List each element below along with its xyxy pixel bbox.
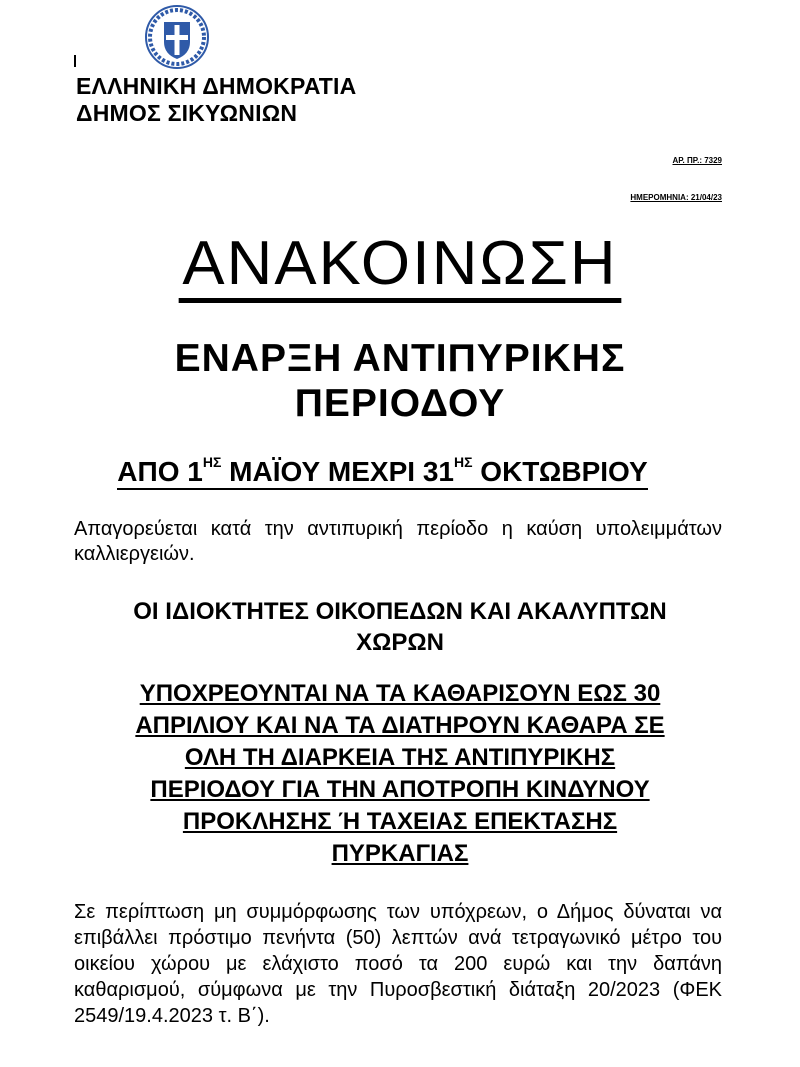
subtitle-line-1: ΕΝΑΡΞΗ ΑΝΤΙΠΥΡΙΚΗΣ bbox=[174, 337, 626, 380]
issuer-block bbox=[76, 73, 356, 127]
burning-prohibition-paragraph: Απαγορεύεται κατά την αντιπυρική περίοδο η καύση υπολειμμάτων καλλιεργειών. bbox=[74, 518, 722, 565]
issuer-country: ΕΛΛΗΝΙΚΗ ΔΗΜΟΚΡΑΤΙΑ bbox=[76, 73, 357, 99]
owners-heading bbox=[30, 596, 770, 658]
obligation-line: ΠΕΡΙΟΔΟΥ ΓΙΑ ΤΗΝ ΑΠΟΤΡΟΠΗ ΚΙΝΔΥΝΟΥ bbox=[150, 776, 650, 803]
period-range bbox=[0, 455, 765, 489]
period-part-3: ΟΚΤΩΒΡΙΟΥ bbox=[472, 456, 648, 487]
period-range-text bbox=[117, 456, 647, 490]
announcement-title bbox=[0, 228, 800, 300]
margin-mark bbox=[74, 55, 76, 67]
greek-coat-of-arms-icon bbox=[144, 4, 210, 70]
subtitle-line-2: ΠΕΡΙΟΔΟΥ bbox=[294, 382, 506, 425]
issuer-municipality: ΔΗΜΟΣ ΣΙΚΥΩΝΙΩΝ bbox=[76, 100, 298, 126]
penalty-paragraph: Σε περίπτωση μη συμμόρφωσης των υπόχρεων, ο Δήμος δύναται να επιβάλλει πρόστιμο πενήντα (50) λεπτών ανά τετραγωνικό μέτρο του οικείου χώρου με ελάχιστο ποσό τα 200 ευρώ και την δαπάνη καθαρισμού, σύμφωνα με την Πυροσβεστική διάταξη 20/2023 (ΦΕΚ 2549/19.4.2023 τ. Β΄). bbox=[74, 901, 722, 1027]
announcement-title-text: ΑΝΑΚΟΙΝΩΣΗ bbox=[178, 229, 621, 303]
document-date: ΗΜΕΡΟΜΗΝΙΑ: 21/04/23 bbox=[630, 193, 722, 202]
protocol-number: ΑΡ. ΠΡ.: 7329 bbox=[672, 156, 722, 165]
owners-line-1: ΟΙ ΙΔΙΟΚΤΗΤΕΣ ΟΙΚΟΠΕΔΩΝ ΚΑΙ ΑΚΑΛΥΠΤΩΝ bbox=[133, 598, 667, 625]
period-part-1: ΑΠΟ 1 bbox=[117, 456, 203, 487]
obligation-line: ΠΡΟΚΛΗΣΗΣ Ή ΤΑΧΕΙΑΣ ΕΠΕΚΤΑΣΗΣ bbox=[182, 808, 618, 835]
obligation-line: ΠΥΡΚΑΓΙΑΣ bbox=[331, 840, 469, 867]
obligation-line: ΑΠΡΙΛΙΟΥ ΚΑΙ ΝΑ ΤΑ ΔΙΑΤΗΡΟΥΝ ΚΑΘΑΡΑ ΣΕ bbox=[135, 712, 665, 739]
obligation-line: ΟΛΗ ΤΗ ΔΙΑΡΚΕΙΑ ΤΗΣ ΑΝΤΙΠΥΡΙΚΗΣ bbox=[184, 744, 616, 771]
owners-line-2: ΧΩΡΩΝ bbox=[356, 629, 444, 656]
obligation-block bbox=[30, 678, 770, 870]
period-sup-2: ΗΣ bbox=[454, 454, 473, 470]
period-sup-1: ΗΣ bbox=[202, 454, 222, 470]
period-part-2: ΜΑΪΟΥ ΜΕΧΡΙ 31 bbox=[221, 456, 454, 487]
announcement-subtitle bbox=[0, 336, 800, 426]
obligation-line: ΥΠΟΧΡΕΟΥΝΤΑΙ ΝΑ ΤΑ ΚΑΘΑΡΙΣΟΥΝ ΕΩΣ 30 bbox=[139, 680, 661, 707]
